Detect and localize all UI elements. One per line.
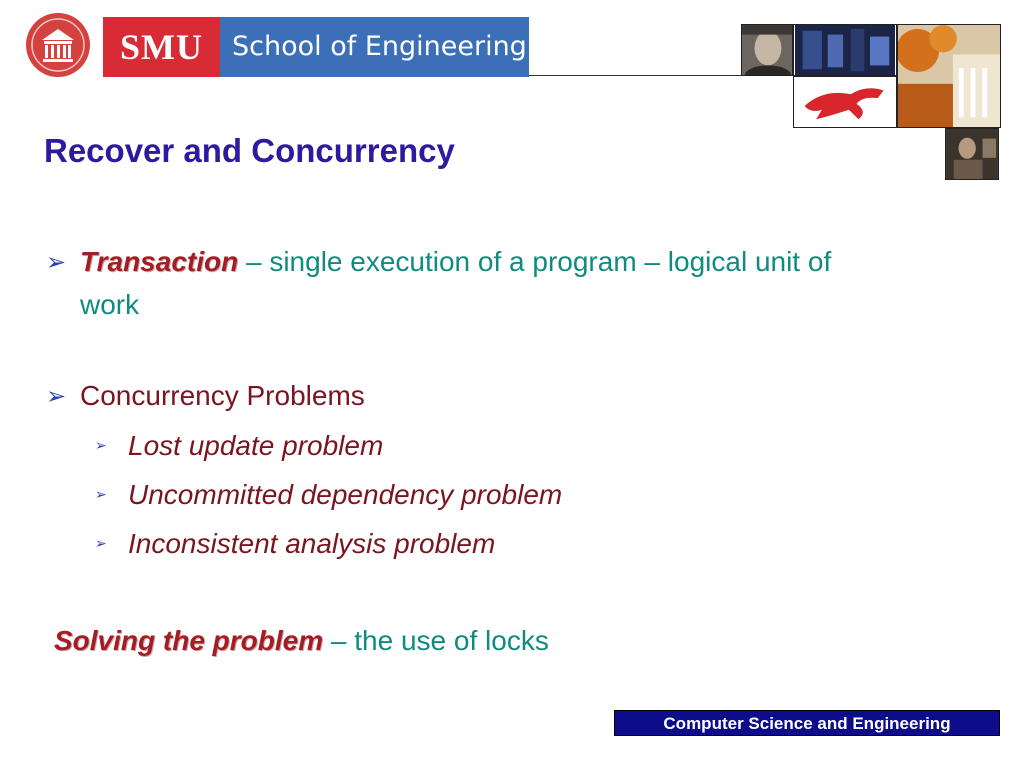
transaction-definition-continued: work [80,289,140,320]
solution-statement [54,625,549,657]
list-item-label: Lost update problem [128,430,384,461]
smu-logo: SMU [103,17,220,77]
slide-title: Recover and Concurrency [44,132,455,169]
list-item [95,479,562,528]
footer-department: Computer Science and Engineering [614,710,1000,736]
transaction-term: Transaction [80,246,239,277]
bullet-arrow-icon: ➢ [46,383,67,410]
list-item [95,528,562,577]
list-item-label: Inconsistent analysis problem [128,528,496,559]
bullet-arrow-icon: ➢ [46,249,67,276]
list-item [95,430,562,479]
transaction-definition: – single execution of a program – logical unit of [238,246,832,277]
solution-term: Solving the problem [54,625,324,656]
header-divider [529,75,741,76]
sub-bullet-arrow-icon: ➢ [95,486,107,502]
concurrency-problems-label: Concurrency Problems [80,380,365,411]
portrait-photo [741,24,793,76]
lab-photo [793,24,897,76]
classroom-photo [945,128,999,180]
list-item-label: Uncommitted dependency problem [128,479,563,510]
bullet-transaction [46,241,1006,326]
sub-bullet-arrow-icon: ➢ [95,437,107,453]
sub-bullet-arrow-icon: ➢ [95,535,107,551]
campus-building-photo [897,24,1001,128]
university-seal-icon [25,12,91,78]
solution-text: – the use of locks [323,625,549,656]
bullet-concurrency-problems [46,380,1006,412]
school-of-engineering-logo: School of Engineering [220,17,529,77]
concurrency-problem-list [95,430,562,577]
mustang-mascot-image [793,76,897,128]
